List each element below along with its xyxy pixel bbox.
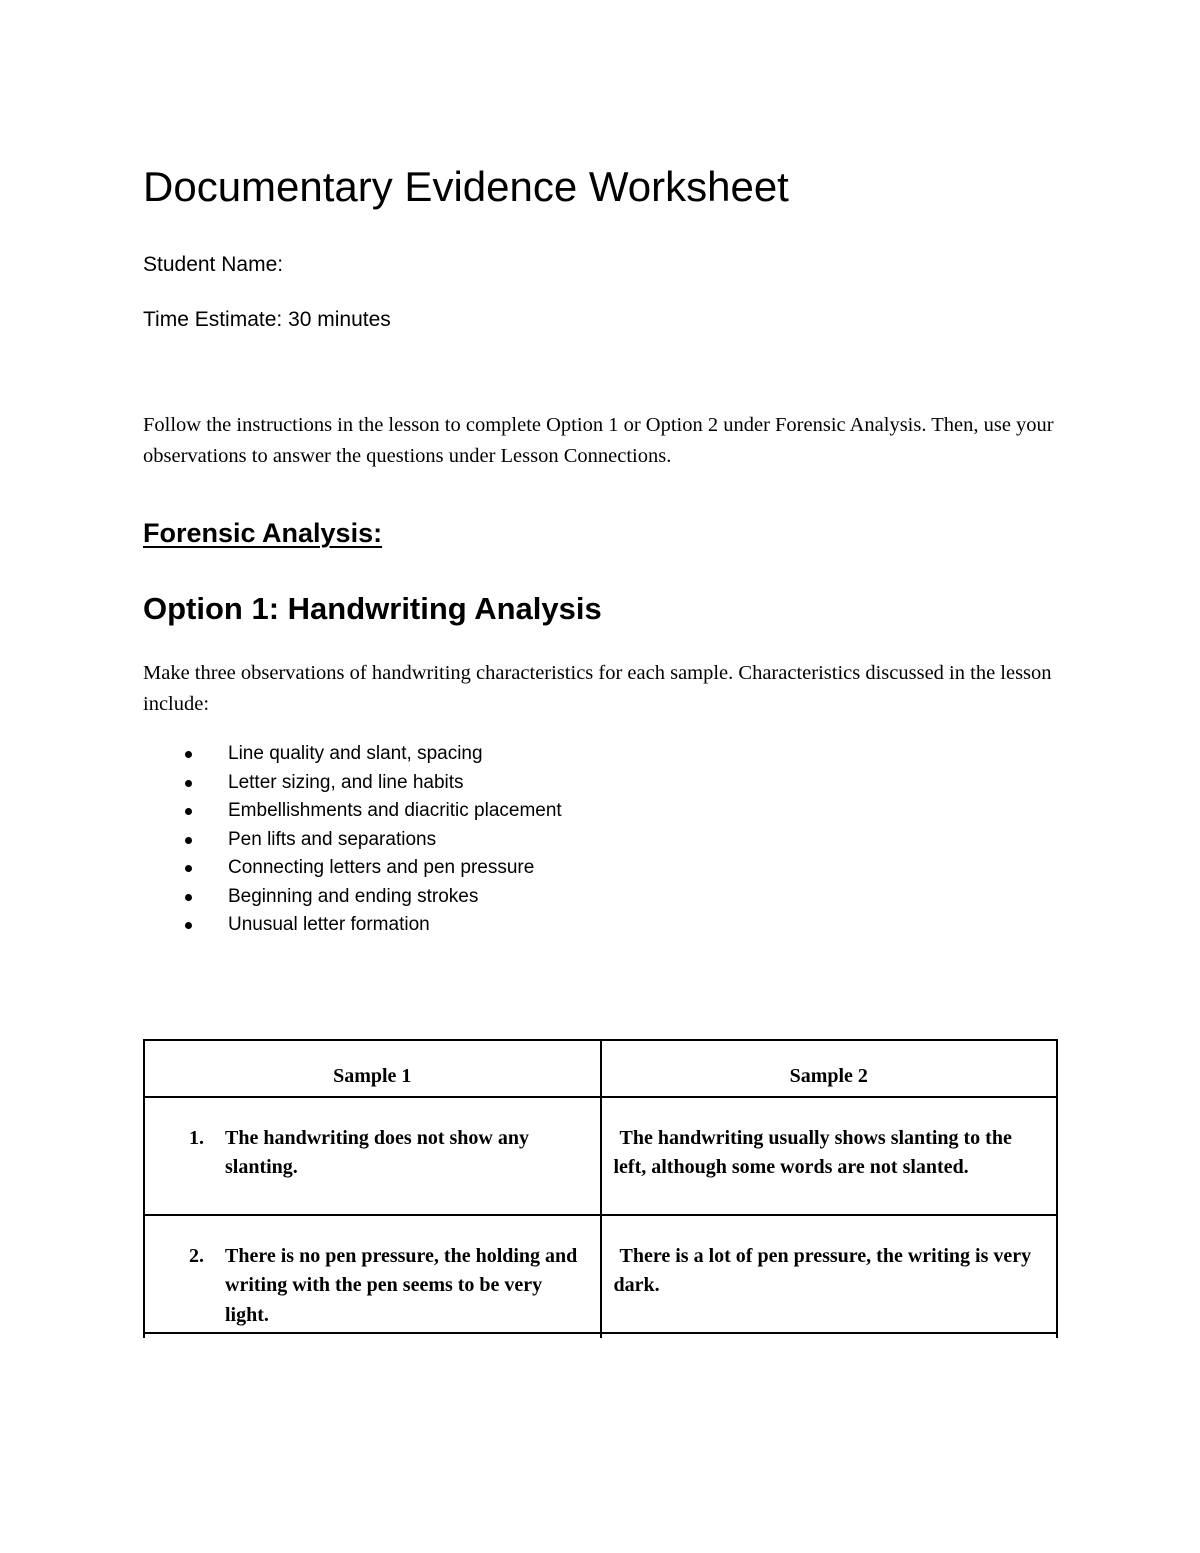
observation-text: There is no pen pressure, the holding and writing with the pen seems to be very light. xyxy=(225,1244,578,1326)
list-item: Letter sizing, and line habits xyxy=(143,769,1058,798)
sample1-observation-cell xyxy=(144,1333,601,1338)
observation-text: The handwriting does not show any slanting. xyxy=(225,1126,529,1178)
sample1-column-header: Sample 1 xyxy=(144,1040,601,1097)
list-item: Unusual letter formation xyxy=(143,911,1058,940)
table-header-row xyxy=(144,1040,1057,1097)
list-item: Embellishments and diacritic placement xyxy=(143,797,1058,826)
sample2-observation-cell xyxy=(601,1333,1058,1338)
table-row xyxy=(144,1215,1057,1333)
sample1-observation-cell xyxy=(144,1215,601,1333)
characteristics-list xyxy=(143,740,1058,940)
table-row-cutoff xyxy=(144,1333,1057,1338)
forensic-analysis-heading: Forensic Analysis: xyxy=(143,518,383,548)
sample2-observation-cell: There is a lot of pen pressure, the writing is very dark. xyxy=(601,1215,1058,1333)
intro-paragraph: Follow the instructions in the lesson to complete Option 1 or Option 2 under Forensic Analysis. Then, use your observations to answer the questions under Lesson Connections. xyxy=(143,414,1054,467)
samples-table-container xyxy=(143,1039,1058,1338)
list-item: Line quality and slant, spacing xyxy=(143,740,1058,769)
option1-intro-paragraph: Make three observations of handwriting characteristics for each sample. Characteristics discussed in the lesson include: xyxy=(143,662,1052,715)
samples-table xyxy=(143,1039,1058,1338)
table-row xyxy=(144,1097,1057,1215)
list-number: 1. xyxy=(189,1126,204,1149)
student-name-label: Student Name: xyxy=(143,253,284,276)
list-item: Pen lifts and separations xyxy=(143,826,1058,855)
list-number: 2. xyxy=(189,1244,204,1267)
time-estimate-label: Time Estimate: 30 minutes xyxy=(143,308,391,331)
list-item: Connecting letters and pen pressure xyxy=(143,854,1058,883)
sample2-observation-cell: The handwriting usually shows slanting to the left, although some words are not slanted. xyxy=(601,1097,1058,1215)
sample2-column-header: Sample 2 xyxy=(601,1040,1058,1097)
option1-heading: Option 1: Handwriting Analysis xyxy=(143,591,602,626)
sample1-observation-cell xyxy=(144,1097,601,1215)
list-item: Beginning and ending strokes xyxy=(143,883,1058,912)
page-title: Documentary Evidence Worksheet xyxy=(143,163,789,210)
